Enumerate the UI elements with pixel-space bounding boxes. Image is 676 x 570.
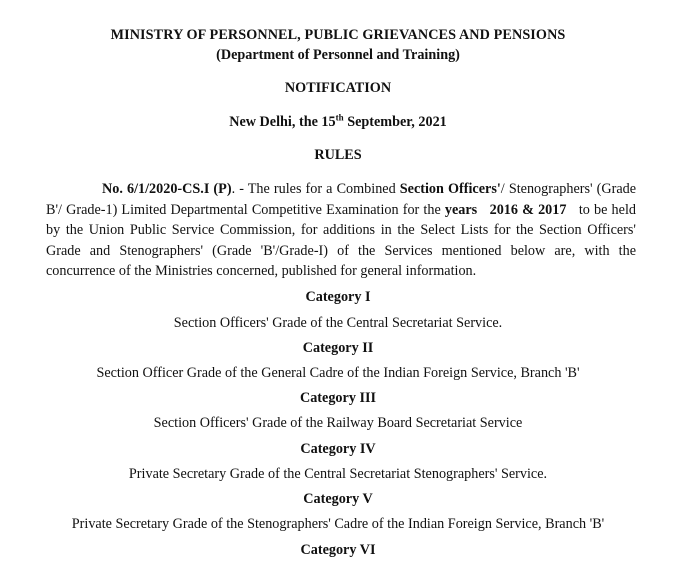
paragraph-line-2: B'/ Grade-1) Limited Departmental Competitive Examination for the years 2016 & 2017 to be held — [46, 201, 636, 218]
category-description: Private Secretary Grade of the Stenographers' Cadre of the Indian Foreign Service, Branch 'B' — [71, 516, 605, 532]
paragraph-line-4: Grade and Stenographers' (Grade 'B'/Grade-I) of the Services mentioned below are, with the — [46, 242, 636, 259]
place-date-suffix: September, 2021 — [343, 114, 447, 130]
intro-paragraph — [46, 179, 636, 282]
category-title: Category VI — [300, 542, 376, 558]
category-title: Category II — [302, 340, 374, 356]
place-date-prefix: New Delhi, the 15 — [229, 114, 336, 130]
category-title: Category IV — [300, 441, 376, 457]
notification-number: No. 6/1/2020-CS.I (P) — [102, 181, 232, 197]
department-heading: (Department of Personnel and Training) — [216, 47, 460, 63]
category-description: Private Secretary Grade of the Central Secretariat Stenographers' Service. — [128, 466, 548, 482]
paragraph-line-5: concurrence of the Ministries concerned, published for general information. — [46, 263, 477, 279]
category-description: Section Officer Grade of the General Cadre of the Indian Foreign Service, Branch 'B' — [96, 365, 580, 381]
category-title: Category I — [305, 289, 371, 305]
section-officers-bold: Section Officers' — [399, 181, 501, 197]
rules-heading: RULES — [314, 147, 362, 163]
paragraph-line-1: No. 6/1/2020-CS.I (P). - The rules for a Combined Section Officers'/ Stenographers' (Grade — [102, 181, 637, 197]
category-title: Category III — [299, 390, 377, 406]
category-title: Category V — [303, 491, 373, 507]
category-description: Section Officers' Grade of the Central Secretariat Service. — [173, 315, 503, 331]
years-bold: years 2016 & 2017 — [444, 201, 567, 218]
paragraph-line-3: by the Union Public Service Commission, for additions in the Select Lists for the Section Officers' — [46, 222, 636, 238]
category-description: Section Officers' Grade of the Railway Board Secretariat Service — [153, 415, 523, 431]
ministry-heading: MINISTRY OF PERSONNEL, PUBLIC GRIEVANCES AND PENSIONS — [110, 27, 566, 43]
place-date-ordinal: th — [335, 112, 344, 123]
notification-heading: NOTIFICATION — [284, 80, 392, 96]
place-date — [0, 114, 676, 131]
